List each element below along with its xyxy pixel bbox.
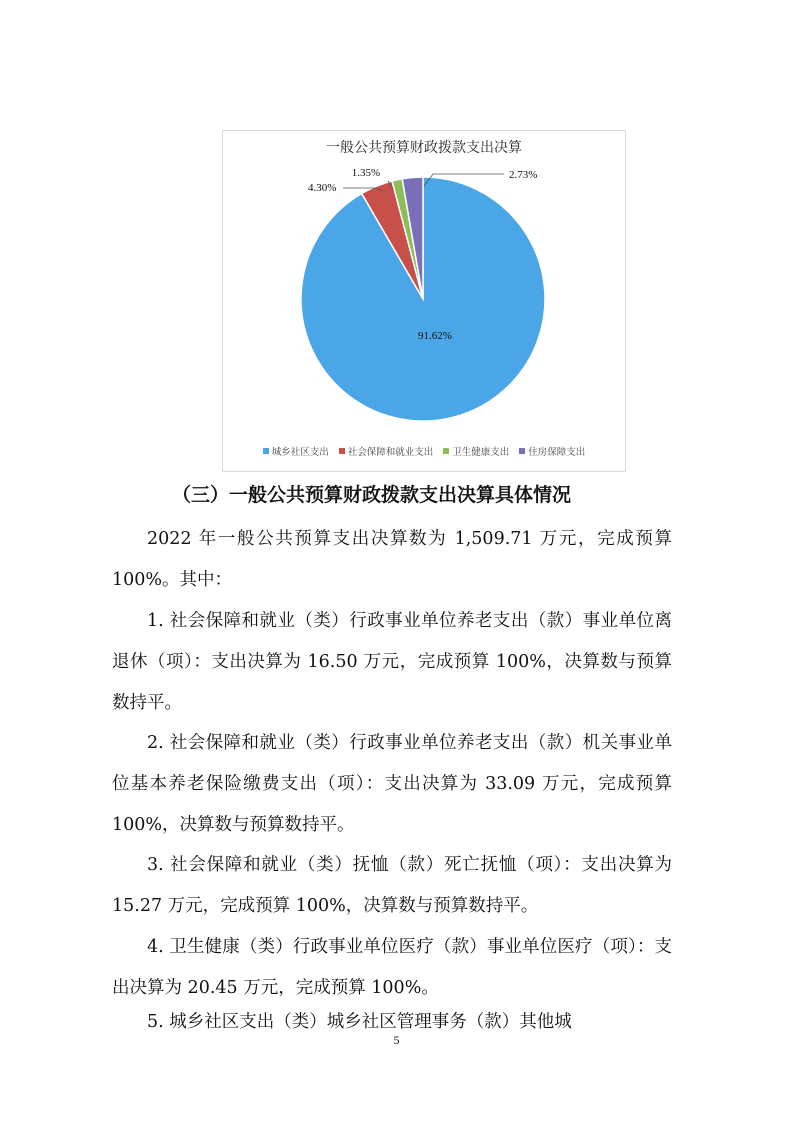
paragraph-text: 4. 卫生健康（类）行政事业单位医疗（款）事业单位医疗（项）：支出决算为 20.45 万元，完成预算 100%。 xyxy=(112,937,672,998)
legend-swatch xyxy=(443,448,449,454)
data-label: 1.35% xyxy=(351,167,381,179)
paragraph-text: 5. 城乡社区支出（类）城乡社区管理事务（款）其他城 xyxy=(147,1012,572,1032)
chart-title: 一般公共预算财政拨款支出决算 xyxy=(326,140,522,156)
section-heading: （三）一般公共预算财政拨款支出决算具体情况 xyxy=(172,484,572,506)
legend-label: 卫生健康支出 xyxy=(452,447,510,458)
paragraph-item-1 xyxy=(112,601,672,724)
data-label: 91.62% xyxy=(418,330,452,342)
legend-item xyxy=(519,444,585,458)
paragraph-text: 2. 社会保障和就业（类）行政事业单位养老支出（款）机关事业单位基本养老保险缴费支出（项）：支出决算为 33.09 万元，完成预算 100%，决算数与预算数持平。 xyxy=(112,733,672,835)
data-label: 2.73% xyxy=(509,169,538,181)
legend-swatch xyxy=(519,448,525,454)
legend-item xyxy=(443,444,509,458)
pie-chart xyxy=(222,130,626,472)
pie-chart-svg xyxy=(223,131,625,441)
paragraph-text: 3. 社会保障和就业（类）抚恤（款）死亡抚恤（项）：支出决算为 15.27 万元，完成预算 100%，决算数与预算数持平。 xyxy=(112,855,672,916)
legend-swatch xyxy=(263,448,269,454)
paragraph-item-4 xyxy=(112,927,672,1009)
legend-label: 社会保障和就业支出 xyxy=(347,447,434,458)
paragraph-summary xyxy=(112,519,672,601)
paragraph-text: 2022 年一般公共预算支出决算数为 1,509.71 万元，完成预算 100%。其中： xyxy=(112,529,672,590)
legend-item xyxy=(263,444,329,458)
legend-label: 城乡社区支出 xyxy=(271,447,329,458)
paragraph-item-2 xyxy=(112,723,672,846)
chart-legend xyxy=(223,444,625,458)
page-number: 5 xyxy=(393,1033,400,1047)
paragraph-text: 1. 社会保障和就业（类）行政事业单位养老支出（款）事业单位离退休（项）：支出决算为 16.50 万元，完成预算 100%，决算数与预算数持平。 xyxy=(112,611,672,713)
legend-label: 住房保障支出 xyxy=(528,447,586,458)
legend-swatch xyxy=(339,448,345,454)
legend-item xyxy=(339,444,434,458)
data-label: 4.30% xyxy=(308,182,337,194)
paragraph-item-3 xyxy=(112,845,672,927)
